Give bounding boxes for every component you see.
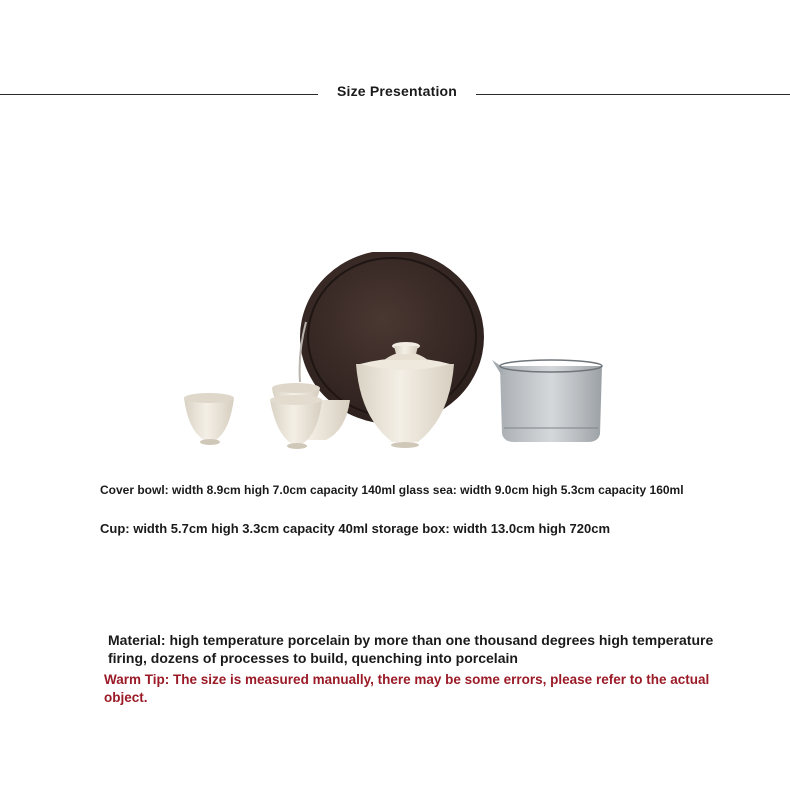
material-note: Material: high temperature porcelain by more than one thousand degrees high temperature firing, dozens of processes to build, quenching into porcelain xyxy=(108,632,714,666)
product-image xyxy=(170,252,620,462)
cup xyxy=(184,393,234,445)
section-title: Size Presentation xyxy=(336,83,458,99)
warm-tip: Warm Tip: The size is measured manually, there may be some errors, please refer to the actual object. xyxy=(104,672,710,705)
header-rule-left xyxy=(0,94,318,95)
glass-sea xyxy=(492,360,602,442)
section-header xyxy=(0,80,790,102)
spec-line-cover-bowl: Cover bowl: width 8.9cm high 7.0cm capacity 140ml glass sea: width 9.0cm high 5.3cm capacity 160ml xyxy=(100,483,684,497)
spec-line-cup: Cup: width 5.7cm high 3.3cm capacity 40ml storage box: width 13.0cm high 720cm xyxy=(100,521,611,536)
header-rule-right xyxy=(476,94,790,95)
